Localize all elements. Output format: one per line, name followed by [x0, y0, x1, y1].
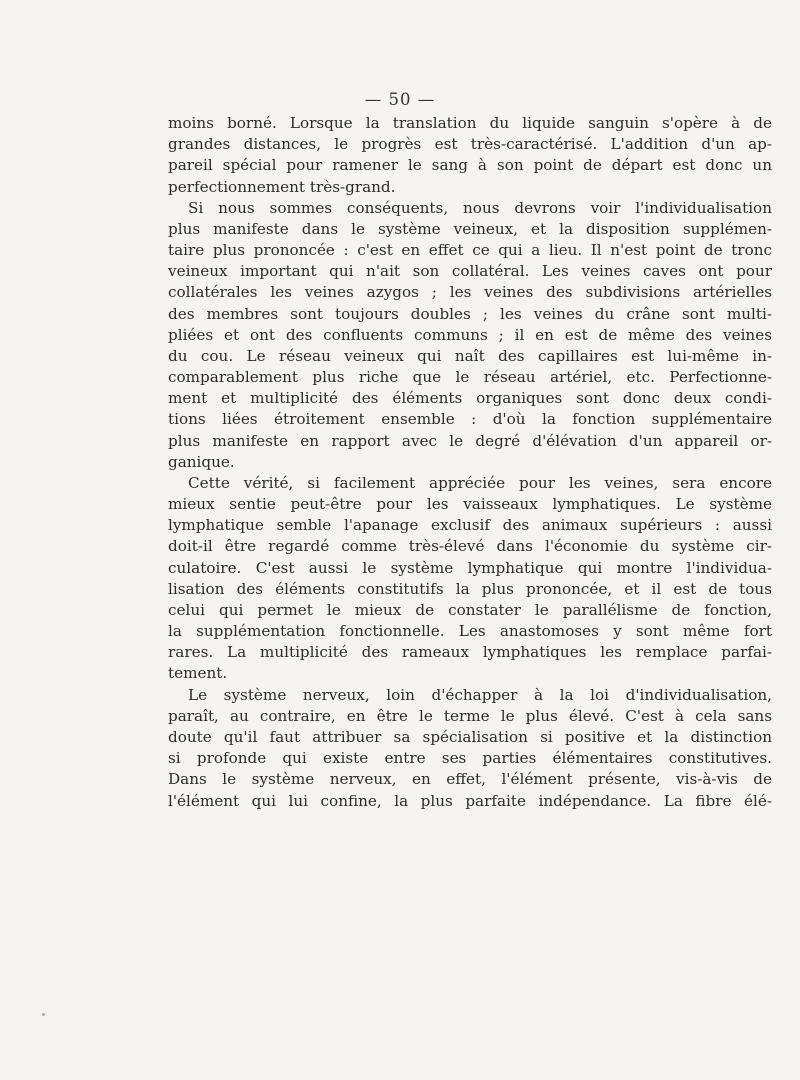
text-line: lisation des éléments constitutifs la plus prononcée, et il est de tous: [168, 579, 772, 598]
text-line: moins borné. Lorsque la translation du liquide sanguin s'opère à de: [168, 114, 772, 132]
text-line: mieux sentie peut-être pour les vaisseaux lymphatiques. Le système: [168, 495, 772, 514]
text-line: l'élément qui lui confine, la plus parfaite indépendance. La fibre élé-: [168, 791, 772, 810]
text-line: ganique.: [168, 452, 235, 471]
text-line: comparablement plus riche que le réseau artériel, etc. Perfectionne-: [168, 368, 772, 387]
text-line: Le système nerveux, loin d'échapper à la loi d'individualisation,: [188, 685, 772, 704]
text-line: perfectionnement très-grand.: [168, 177, 396, 196]
text-line: doit-il être regardé comme très-élevé dans l'économie du système cir-: [168, 537, 772, 556]
text-line: pareil spécial pour ramener le sang à son point de départ est donc un: [168, 156, 772, 175]
text-line: Cette vérité, si facilement appréciée pour les veines, sera encore: [188, 473, 772, 492]
text-line: la supplémentation fonctionnelle. Les anastomoses y sont même fort: [168, 622, 772, 641]
text-line: pliées et ont des confluents communs ; il en est de même des veines: [168, 325, 772, 344]
text-line: veineux important qui n'ait son collatéral. Les veines caves ont pour: [168, 262, 772, 281]
text-line: tement.: [168, 664, 228, 683]
text-line: celui qui permet le mieux de constater le parallélisme de fonction,: [168, 600, 772, 619]
text-line: Dans le système nerveux, en effet, l'élément présente, vis-à-vis de: [168, 770, 772, 789]
text-line: plus manifeste dans le système veineux, et la disposition supplémen-: [168, 219, 772, 238]
text-line: taire plus prononcée : c'est en effet ce qui a lieu. Il n'est point de tronc: [168, 241, 772, 260]
text-line: des membres sont toujours doubles ; les veines du crâne sont multi-: [168, 304, 772, 323]
text-line: plus manifeste en rapport avec le degré d'élévation d'un appareil or-: [168, 431, 772, 450]
text-line: culatoire. C'est aussi le système lymphatique qui montre l'individua-: [168, 558, 772, 577]
text-line: collatérales les veines azygos ; les veines des subdivisions artérielles: [168, 283, 772, 302]
text-line: Si nous sommes conséquents, nous devrons voir l'individualisation: [188, 198, 772, 217]
text-line: doute qu'il faut attribuer sa spécialisation si positive et la distinction: [168, 727, 772, 746]
text-line: ment et multiplicité des éléments organiques sont donc deux condi-: [168, 389, 772, 408]
text-line: rares. La multiplicité des rameaux lymphatiques les remplace parfai-: [168, 643, 772, 662]
body-text: [168, 113, 772, 812]
text-line: si profonde qui existe entre ses parties élémentaires constitutives.: [168, 749, 772, 768]
text-line: paraît, au contraire, en être le terme le plus élevé. C'est à cela sans: [168, 706, 772, 725]
text-line: du cou. Le réseau veineux qui naît des capillaires est lui-même in-: [168, 346, 772, 365]
text-line: grandes distances, le progrès est très-caractérisé. L'addition d'un ap-: [168, 135, 772, 154]
paper-speck: [42, 1013, 45, 1016]
page-number: — 50 —: [364, 90, 436, 109]
text-line: lymphatique semble l'apanage exclusif des animaux supérieurs : aussi: [168, 516, 772, 535]
text-line: tions liées étroitement ensemble : d'où la fonction supplémentaire: [168, 410, 772, 429]
